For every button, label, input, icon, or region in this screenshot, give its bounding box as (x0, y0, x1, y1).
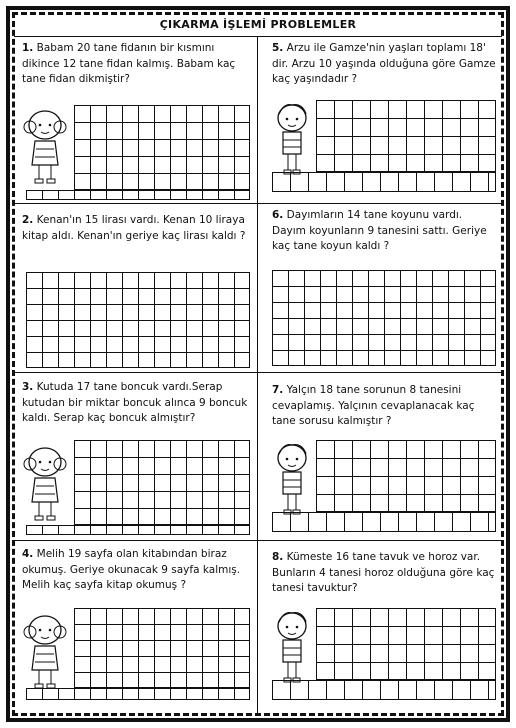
problem-text: Arzu ile Gamze'nin yaşları toplamı 18' dir. Arzu 10 yaşında olduğuna göre Gamze kaç yaşındadır ? (272, 42, 496, 85)
section-divider (14, 540, 502, 541)
page-title: ÇIKARMA İŞLEMİ PROBLEMLER (159, 18, 357, 31)
problem-number: 2. (22, 214, 34, 226)
girl-illustration (18, 105, 72, 189)
answer-grid (316, 100, 496, 172)
boy-illustration (270, 100, 314, 180)
problem-number: 6. (272, 209, 284, 221)
problem-text: Yalçın 18 tane sorunun 8 tanesini cevaplamış. Yalçının cevaplanacak kaç tane sorusu kalmıştır ? (272, 384, 475, 427)
girl-illustration (18, 442, 72, 526)
title-underline (14, 36, 502, 37)
problem-text: Kenan'ın 15 lirası vardı. Kenan 10 liraya kitap aldı. Kenan'ın geriye kaç lirası kaldı ? (22, 214, 246, 242)
answer-grid (316, 440, 496, 512)
answer-grid (74, 105, 250, 190)
section-divider (14, 372, 502, 373)
boy-icon (270, 608, 314, 684)
problem-number: 1. (22, 42, 34, 54)
boy-icon (270, 100, 314, 176)
problem-number: 7. (272, 384, 284, 396)
problem-text: Kümeste 16 tane tavuk ve horoz var. Bunların 4 tanesi horoz olduğuna göre kaç tanesi tavuktur? (272, 551, 495, 594)
answer-grid (74, 440, 250, 525)
problem-text: Melih 19 sayfa olan kitabından biraz okumuş. Geriye okunacak 9 sayfa kalmış. Melih kaç sayfa kitap okumuş ? (22, 548, 241, 591)
problem-1 (22, 41, 250, 88)
girl-icon (18, 105, 72, 185)
answer-grid-bottom (26, 190, 250, 200)
girl-icon (18, 610, 72, 690)
problem-number: 3. (22, 381, 34, 393)
answer-grid (74, 608, 250, 688)
problem-number: 8. (272, 551, 284, 563)
problem-3 (22, 380, 250, 427)
girl-illustration (18, 610, 72, 694)
problem-5 (272, 41, 498, 88)
problem-text: Kutuda 17 tane boncuk vardı.Serap kutudan bir miktar boncuk alınca 9 boncuk kaldı. Serap kaç boncuk almıştır? (22, 381, 248, 424)
answer-grid-bottom (26, 688, 250, 700)
answer-grid (316, 608, 496, 680)
problem-number: 5. (272, 42, 284, 54)
boy-illustration (270, 608, 314, 688)
section-divider (14, 203, 502, 204)
column-divider (257, 36, 258, 716)
girl-icon (18, 442, 72, 522)
problem-text: Babam 20 tane fidanın bir kısmını dikince 12 tane fidan kalmış. Babam kaç tane fidan dikmiştir? (22, 42, 236, 85)
answer-grid-bottom (26, 525, 250, 535)
problem-8 (272, 550, 498, 597)
problem-7 (272, 383, 498, 430)
answer-grid (272, 270, 496, 366)
problem-4 (22, 547, 250, 594)
answer-grid-bottom (272, 512, 496, 532)
answer-grid-bottom (272, 680, 496, 700)
problem-number: 4. (22, 548, 34, 560)
problem-2 (22, 213, 250, 244)
answer-grid (26, 272, 250, 368)
problem-6 (272, 208, 498, 255)
boy-icon (270, 440, 314, 516)
problem-text: Dayımların 14 tane koyunu vardı. Dayım koyunların 9 tanesini sattı. Geriye kaç tane koyun kaldı ? (272, 209, 487, 252)
boy-illustration (270, 440, 314, 520)
answer-grid-bottom (272, 172, 496, 192)
